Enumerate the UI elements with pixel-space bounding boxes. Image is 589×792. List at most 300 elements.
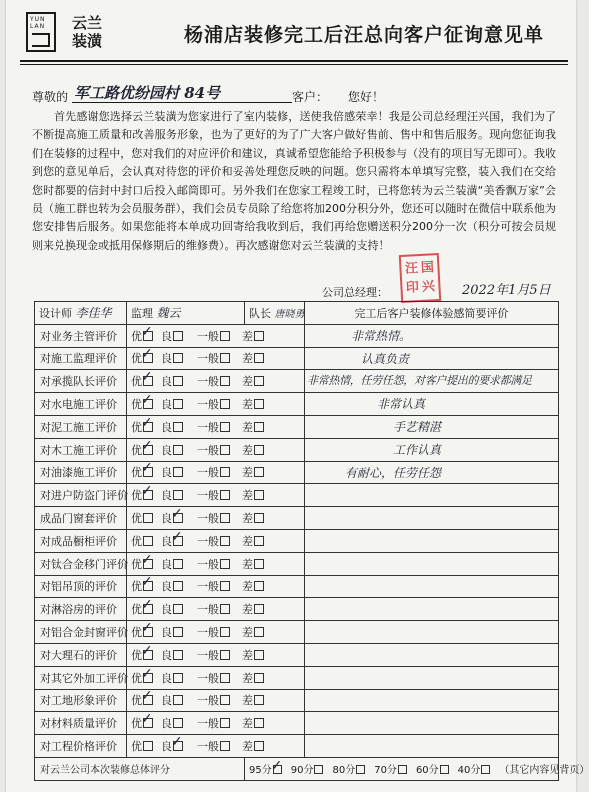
rating-options <box>127 507 305 530</box>
letter-body: 首先感谢您选择云兰装潢为您家进行了室内装修，送使我倍感荣幸！我是公司总经理汪兴国，我们为了不断提高施工质量和改善服务形象，也为了更好的为了广大客户做好售前、售中和售后服务。现向您征询我们在装修的过程中，您对我们的对应评价和建议，真诚希望您能给予积极参与（没有的项目写无即可）。我收到您的意见单后，会认真对待您的评价和妥善处理您反映的问题。您只需将本单填写完整，装入我们在交给您时都要的信封中封口后投入邮筒即可。另外我们在您家工程竣工时，已将您转为云兰装潢“美香飘万家”会员（施工群也转为会员服务群），我们会员专员除了给您将加200分积分外，您还可以随时在微信中联系他为您安排售后服务。如果您能将本单成功回寄给我收到后，我们再给您赠送积分200分一次（积分可按会员规则来兑换现金或抵用保修期后的维修费）。再次感谢您对云兰装潢的支持！ <box>32 110 556 252</box>
rating-option[interactable] <box>161 442 183 458</box>
evaluation-comment-cell[interactable] <box>305 689 559 712</box>
rating-option[interactable] <box>197 533 230 549</box>
rating-checkbox[interactable] <box>143 627 153 637</box>
rating-option[interactable] <box>242 533 264 549</box>
rating-option[interactable] <box>197 510 230 526</box>
rating-option[interactable] <box>161 373 183 389</box>
rating-option-label: 优 <box>131 512 142 526</box>
logo-glyph-icon <box>32 33 50 47</box>
rating-option-label: 良 <box>161 648 172 662</box>
rating-option-label: 一般 <box>197 603 219 617</box>
rating-checkbox[interactable] <box>173 536 183 546</box>
rating-checkbox[interactable] <box>254 627 264 637</box>
evaluation-comment-cell[interactable] <box>305 712 559 735</box>
evaluation-comment-cell[interactable] <box>305 438 559 461</box>
score-checkbox[interactable] <box>398 765 407 774</box>
rating-option[interactable] <box>197 578 230 594</box>
rating-options <box>127 370 305 393</box>
evaluation-comment-cell[interactable] <box>305 461 559 484</box>
rating-options <box>127 552 305 575</box>
rating-checkbox[interactable] <box>143 673 153 683</box>
rating-option-label: 一般 <box>197 489 219 503</box>
score-option[interactable] <box>374 761 407 776</box>
rating-option-label: 差 <box>242 557 253 571</box>
stamp-char: 印 <box>405 280 420 296</box>
row-label: 对铝吊顶的评价 <box>35 575 127 598</box>
rating-checkbox[interactable] <box>254 445 264 455</box>
rating-option[interactable] <box>131 738 153 754</box>
evaluation-comment-cell[interactable] <box>305 621 559 644</box>
rating-option[interactable] <box>161 510 183 526</box>
table-row <box>35 529 559 552</box>
score-option[interactable] <box>416 761 449 776</box>
rating-checkbox[interactable] <box>173 718 183 728</box>
rating-options <box>127 598 305 621</box>
rating-checkbox[interactable] <box>220 467 230 477</box>
opinion-form-sheet <box>6 0 589 792</box>
rating-checkbox[interactable] <box>254 559 264 569</box>
rating-checkbox[interactable] <box>220 741 230 751</box>
rating-option-label: 优 <box>131 626 142 640</box>
stamp-char: 汪 <box>404 261 419 277</box>
stamp-char: 兴 <box>421 279 436 295</box>
rating-option[interactable] <box>161 419 183 435</box>
rating-option[interactable] <box>161 556 183 572</box>
rating-option[interactable] <box>161 601 183 617</box>
rating-option[interactable] <box>161 350 183 366</box>
greeting-suffix: 客户： <box>292 90 329 104</box>
table-row <box>35 415 559 438</box>
rating-option[interactable] <box>197 373 230 389</box>
rating-option[interactable] <box>197 464 230 480</box>
evaluation-comment-cell[interactable] <box>305 347 559 370</box>
designer-cell <box>35 302 127 325</box>
overall-score-label: 对云兰公司本次装修总体评分 <box>35 757 245 780</box>
logo-mark <box>26 12 56 52</box>
rating-option[interactable] <box>161 578 183 594</box>
signature-date[interactable]: 2022年1月5日 <box>462 283 551 298</box>
rating-option-label: 一般 <box>197 398 219 412</box>
score-checkbox[interactable] <box>481 765 490 774</box>
rating-option[interactable] <box>242 556 264 572</box>
logo-name-line1: 云兰 <box>71 14 102 32</box>
rating-option[interactable] <box>242 419 264 435</box>
rating-option-label: 良 <box>161 603 172 617</box>
rating-option[interactable] <box>161 533 183 549</box>
rating-option-label: 一般 <box>197 534 219 548</box>
evaluation-comment-cell[interactable] <box>305 415 559 438</box>
rating-option-label: 优 <box>131 534 142 548</box>
rating-option[interactable] <box>131 578 153 594</box>
rating-option[interactable] <box>161 647 183 663</box>
designer-label: 设计师 <box>39 307 72 321</box>
rating-checkbox[interactable] <box>220 695 230 705</box>
rating-checkbox[interactable] <box>143 650 153 660</box>
rating-checkbox[interactable] <box>143 513 153 523</box>
rating-option[interactable] <box>131 510 153 526</box>
rating-option-label: 优 <box>131 557 142 571</box>
rating-checkbox[interactable] <box>254 604 264 614</box>
rating-option[interactable] <box>242 738 264 754</box>
rating-checkbox[interactable] <box>173 399 183 409</box>
row-label: 对成品橱柜评价 <box>35 529 127 552</box>
logo-name-line2: 装潢 <box>71 32 102 50</box>
rating-option[interactable] <box>131 601 153 617</box>
evaluation-comment-cell[interactable] <box>305 552 559 575</box>
score-option-label: 80分 <box>332 765 356 777</box>
rating-checkbox[interactable] <box>254 581 264 591</box>
evaluation-comment: 认真负责 <box>361 351 410 366</box>
rating-checkbox[interactable] <box>173 422 183 432</box>
rating-options <box>127 643 305 666</box>
rating-checkbox[interactable] <box>254 490 264 500</box>
rating-checkbox[interactable] <box>173 581 183 591</box>
rating-checkbox[interactable] <box>173 331 183 341</box>
rating-options <box>127 575 305 598</box>
rating-option-label: 优 <box>131 352 142 366</box>
table-row <box>35 643 559 666</box>
rating-checkbox[interactable] <box>173 445 183 455</box>
rating-option[interactable] <box>242 715 264 731</box>
rating-checkbox[interactable] <box>173 376 183 386</box>
rating-option[interactable] <box>242 442 264 458</box>
rating-checkbox[interactable] <box>220 581 230 591</box>
rating-checkbox[interactable] <box>173 695 183 705</box>
rating-option[interactable] <box>131 624 153 640</box>
table-row <box>35 621 559 644</box>
rating-checkbox[interactable] <box>143 445 153 455</box>
rating-checkbox[interactable] <box>220 718 230 728</box>
rating-option[interactable] <box>131 396 153 412</box>
rating-option[interactable] <box>161 738 183 754</box>
rating-checkbox[interactable] <box>143 536 153 546</box>
rating-checkbox[interactable] <box>143 559 153 569</box>
rating-options <box>127 438 305 461</box>
rating-option-label: 优 <box>131 671 142 685</box>
rating-option-label: 一般 <box>197 717 219 731</box>
score-option[interactable] <box>291 761 324 776</box>
rating-option[interactable] <box>197 624 230 640</box>
rating-checkbox[interactable] <box>254 536 264 546</box>
table-row <box>35 438 559 461</box>
score-option-label: 70分 <box>374 765 397 777</box>
rating-option[interactable] <box>161 328 183 344</box>
rating-option-label: 差 <box>242 626 253 640</box>
row-label: 对业务主管评价 <box>35 324 127 347</box>
evaluation-comment-cell[interactable] <box>305 507 559 530</box>
row-label: 对工程价格评价 <box>35 735 127 758</box>
rating-option-label: 差 <box>242 443 253 457</box>
rating-option-label: 一般 <box>197 420 219 434</box>
row-label: 对承揽队长评价 <box>35 370 127 393</box>
rating-checkbox[interactable] <box>220 536 230 546</box>
rating-checkbox[interactable] <box>254 673 264 683</box>
rating-option-label: 良 <box>161 420 172 434</box>
rating-option[interactable] <box>131 556 153 572</box>
rating-checkbox[interactable] <box>143 376 153 386</box>
row-label: 对泥工施工评价 <box>35 415 127 438</box>
rating-option-label: 一般 <box>197 375 219 389</box>
score-checkbox[interactable] <box>273 765 282 774</box>
rating-option[interactable] <box>131 328 153 344</box>
rating-checkbox[interactable] <box>143 422 153 432</box>
rating-option[interactable] <box>242 350 264 366</box>
rating-option-label: 优 <box>131 398 142 412</box>
table-header-row <box>35 302 559 325</box>
rating-checkbox[interactable] <box>220 422 230 432</box>
evaluation-comment-cell[interactable] <box>305 529 559 552</box>
rating-option[interactable] <box>161 396 183 412</box>
row-label: 对大理石的评价 <box>35 643 127 666</box>
rating-option[interactable] <box>131 647 153 663</box>
rating-checkbox[interactable] <box>143 399 153 409</box>
rating-option[interactable] <box>161 624 183 640</box>
rating-checkbox[interactable] <box>173 490 183 500</box>
rating-checkbox[interactable] <box>173 559 183 569</box>
row-label: 对水电施工评价 <box>35 393 127 416</box>
rating-checkbox[interactable] <box>173 627 183 637</box>
rating-checkbox[interactable] <box>254 513 264 523</box>
designer-name[interactable]: 李佳华 <box>75 306 112 321</box>
rating-checkbox[interactable] <box>220 399 230 409</box>
rating-option[interactable] <box>161 487 183 503</box>
score-option-label: 95分 <box>249 765 272 777</box>
rating-options <box>127 529 305 552</box>
evaluation-comment: 有耐心，任劳任怨 <box>345 465 442 480</box>
rating-option-label: 差 <box>242 489 253 503</box>
rating-checkbox[interactable] <box>143 331 153 341</box>
evaluation-comment-cell[interactable] <box>305 575 559 598</box>
evaluation-comment-cell[interactable] <box>305 735 559 758</box>
rating-option-label: 差 <box>242 466 253 480</box>
rating-option-label: 差 <box>242 329 253 343</box>
table-row <box>35 552 559 575</box>
rating-checkbox[interactable] <box>254 376 264 386</box>
header-rule-thin <box>20 64 568 65</box>
evaluation-comment: 工作认真 <box>393 442 442 457</box>
rating-checkbox[interactable] <box>143 581 153 591</box>
rating-option-label: 优 <box>131 717 142 731</box>
rating-option-label: 差 <box>242 534 253 548</box>
table-row <box>35 712 559 735</box>
rating-checkbox[interactable] <box>220 353 230 363</box>
rating-option[interactable] <box>161 692 183 708</box>
rating-option-label: 优 <box>131 648 142 662</box>
rating-checkbox[interactable] <box>220 559 230 569</box>
rating-option[interactable] <box>131 692 153 708</box>
evaluation-comment-cell[interactable] <box>305 370 559 393</box>
rating-option-label: 良 <box>161 512 172 526</box>
rating-checkbox[interactable] <box>143 604 153 614</box>
rating-option[interactable] <box>197 692 230 708</box>
rating-option[interactable] <box>242 601 264 617</box>
supervisor-name[interactable]: 魏云 <box>156 306 181 321</box>
rating-option[interactable] <box>131 373 153 389</box>
rating-option-label: 良 <box>161 489 172 503</box>
rating-option[interactable] <box>197 442 230 458</box>
evaluation-comment-cell[interactable] <box>305 666 559 689</box>
rating-option-label: 优 <box>131 580 142 594</box>
rating-checkbox[interactable] <box>173 467 183 477</box>
rating-option[interactable] <box>197 715 230 731</box>
evaluation-comment: 手艺精湛 <box>393 419 442 434</box>
row-label: 对进户防盗门评价 <box>35 484 127 507</box>
rating-option-label: 差 <box>242 648 253 662</box>
rating-checkbox[interactable] <box>220 604 230 614</box>
row-label: 对油漆施工评价 <box>35 461 127 484</box>
address-underline <box>72 102 292 103</box>
rating-checkbox[interactable] <box>173 673 183 683</box>
rating-option[interactable] <box>242 647 264 663</box>
evaluation-comment-cell[interactable] <box>305 643 559 666</box>
rating-option[interactable] <box>242 670 264 686</box>
rating-option[interactable] <box>131 670 153 686</box>
rating-checkbox[interactable] <box>173 650 183 660</box>
rating-option-label: 一般 <box>197 580 219 594</box>
table-row <box>35 666 559 689</box>
rating-option[interactable] <box>197 647 230 663</box>
rating-checkbox[interactable] <box>220 445 230 455</box>
rating-option-label: 良 <box>161 740 172 754</box>
rating-option[interactable] <box>131 442 153 458</box>
overall-score-row <box>35 757 559 780</box>
rating-checkbox[interactable] <box>254 467 264 477</box>
rating-options <box>127 484 305 507</box>
rating-checkbox[interactable] <box>254 650 264 660</box>
rating-checkbox[interactable] <box>254 353 264 363</box>
manager-name[interactable]: 唐晓勇 <box>274 308 305 320</box>
supervisor-cell <box>127 302 245 325</box>
rating-checkbox[interactable] <box>143 741 153 751</box>
rating-option[interactable] <box>131 533 153 549</box>
rating-checkbox[interactable] <box>220 650 230 660</box>
rating-option[interactable] <box>197 487 230 503</box>
rating-option-label: 差 <box>242 398 253 412</box>
rating-option-label: 优 <box>131 694 142 708</box>
rating-options <box>127 689 305 712</box>
rating-option[interactable] <box>197 670 230 686</box>
rating-option[interactable] <box>242 578 264 594</box>
rating-option-label: 良 <box>161 534 172 548</box>
rating-options <box>127 666 305 689</box>
rating-checkbox[interactable] <box>173 353 183 363</box>
evaluation-comment-cell[interactable] <box>305 484 559 507</box>
supervisor-label: 监理 <box>131 307 153 321</box>
rating-option-label: 优 <box>131 740 142 754</box>
rating-checkbox[interactable] <box>220 490 230 500</box>
rating-option-label: 良 <box>161 671 172 685</box>
rating-checkbox[interactable] <box>143 490 153 500</box>
rating-checkbox[interactable] <box>143 353 153 363</box>
header-rule <box>20 60 568 62</box>
evaluation-comment-cell[interactable] <box>305 393 559 416</box>
row-label: 对铝合金封窗评价 <box>35 621 127 644</box>
rating-option[interactable] <box>242 396 264 412</box>
rating-options <box>127 324 305 347</box>
rating-option[interactable] <box>242 487 264 503</box>
evaluation-comment-cell[interactable] <box>305 324 559 347</box>
rating-checkbox[interactable] <box>220 331 230 341</box>
rating-option[interactable] <box>242 510 264 526</box>
rating-option-label: 一般 <box>197 626 219 640</box>
rating-checkbox[interactable] <box>173 513 183 523</box>
rating-option-label: 一般 <box>197 443 219 457</box>
rating-checkbox[interactable] <box>173 741 183 751</box>
rating-checkbox[interactable] <box>254 718 264 728</box>
rating-option[interactable] <box>242 624 264 640</box>
rating-option[interactable] <box>197 419 230 435</box>
rating-option[interactable] <box>131 350 153 366</box>
rating-option-label: 优 <box>131 329 142 343</box>
row-label: 对钛合金移门评价 <box>35 552 127 575</box>
rating-option-label: 一般 <box>197 740 219 754</box>
customer-address[interactable]: 军工路优纷园村 84号 <box>74 84 221 102</box>
rating-checkbox[interactable] <box>254 331 264 341</box>
rating-option[interactable] <box>197 328 230 344</box>
rating-option[interactable] <box>242 328 264 344</box>
score-option-label: 90分 <box>290 765 314 777</box>
score-checkbox[interactable] <box>440 765 449 774</box>
score-checkbox[interactable] <box>314 765 323 774</box>
table-row <box>35 689 559 712</box>
rating-checkbox[interactable] <box>220 376 230 386</box>
rating-checkbox[interactable] <box>173 604 183 614</box>
rating-option-label: 良 <box>161 443 172 457</box>
rating-checkbox[interactable] <box>254 422 264 432</box>
score-option[interactable] <box>332 761 365 776</box>
rating-option[interactable] <box>161 715 183 731</box>
rating-option-label: 一般 <box>197 694 219 708</box>
rating-option[interactable] <box>197 396 230 412</box>
rating-option[interactable] <box>197 601 230 617</box>
rating-option[interactable] <box>131 487 153 503</box>
rating-options <box>127 621 305 644</box>
rating-option-label: 一般 <box>197 648 219 662</box>
rating-option[interactable] <box>242 692 264 708</box>
rating-option[interactable] <box>161 670 183 686</box>
rating-option[interactable] <box>197 350 230 366</box>
row-label: 对工地形象评价 <box>35 689 127 712</box>
rating-checkbox[interactable] <box>143 695 153 705</box>
rating-checkbox[interactable] <box>143 718 153 728</box>
rating-checkbox[interactable] <box>254 695 264 705</box>
rating-checkbox[interactable] <box>220 513 230 523</box>
table-row <box>35 575 559 598</box>
rating-checkbox[interactable] <box>143 467 153 477</box>
score-checkbox[interactable] <box>356 765 365 774</box>
rating-option[interactable] <box>197 738 230 754</box>
rating-option[interactable] <box>242 373 264 389</box>
rating-option-label: 良 <box>161 398 172 412</box>
rating-option[interactable] <box>197 556 230 572</box>
table-row <box>35 598 559 621</box>
document-title: 杨浦店装修完工后汪总向客户征询意见单 <box>184 24 545 46</box>
rating-option[interactable] <box>161 464 183 480</box>
rating-option[interactable] <box>131 715 153 731</box>
score-option[interactable] <box>458 761 491 776</box>
rating-checkbox[interactable] <box>220 627 230 637</box>
rating-checkbox[interactable] <box>254 399 264 409</box>
rating-option[interactable] <box>242 464 264 480</box>
score-option[interactable] <box>249 761 282 776</box>
rating-checkbox[interactable] <box>254 741 264 751</box>
rating-checkbox[interactable] <box>220 673 230 683</box>
rating-option[interactable] <box>131 464 153 480</box>
evaluation-comment: 非常热情，任劳任怨，对客户提出的要求都满足 <box>307 374 532 388</box>
evaluation-comment-cell[interactable] <box>305 598 559 621</box>
rating-option[interactable] <box>131 419 153 435</box>
